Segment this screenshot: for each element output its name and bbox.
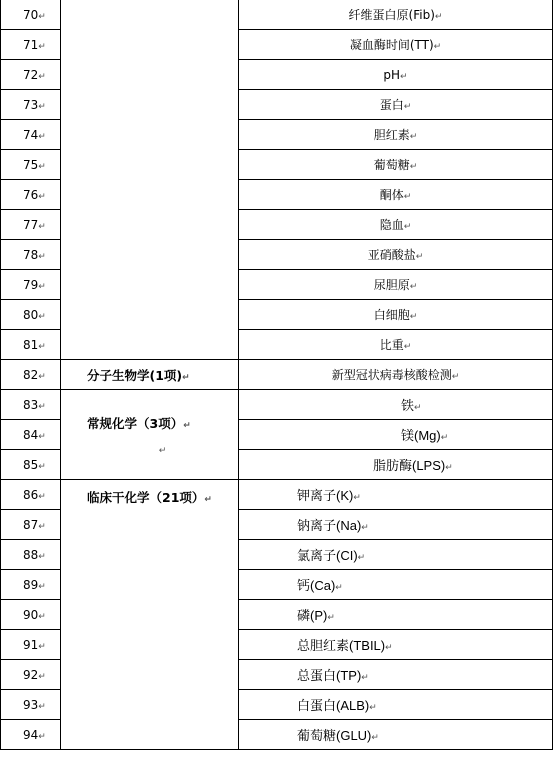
test-item: 葡萄糖(GLU)↵: [239, 720, 553, 750]
test-item: 尿胆原↵: [239, 270, 553, 300]
test-item: 凝血酶时间(TT)↵: [239, 30, 553, 60]
test-item: 新型冠状病毒核酸检测↵: [239, 360, 553, 390]
row-number: 89↵: [1, 570, 61, 600]
category-cell-empty: [61, 0, 239, 360]
row-number: 90↵: [1, 600, 61, 630]
row-number: 82↵: [1, 360, 61, 390]
test-item: 葡萄糖↵: [239, 150, 553, 180]
row-number: 72↵: [1, 60, 61, 90]
test-item: 蛋白↵: [239, 90, 553, 120]
test-item: 钠离子(Na)↵: [239, 510, 553, 540]
row-number: 94↵: [1, 720, 61, 750]
row-number: 93↵: [1, 690, 61, 720]
test-item: 总胆红素(TBIL)↵: [239, 630, 553, 660]
row-number: 76↵: [1, 180, 61, 210]
row-number: 86↵: [1, 480, 61, 510]
table-row: [1, 390, 553, 420]
row-number: 73↵: [1, 90, 61, 120]
test-item: 氯离子(CI)↵: [239, 540, 553, 570]
test-item: 纤维蛋白原(Fib)↵: [239, 0, 553, 30]
row-number: 87↵: [1, 510, 61, 540]
category-cell: 常规化学（3项）↵ ↵: [61, 390, 239, 480]
test-item: 亚硝酸盐↵: [239, 240, 553, 270]
test-item: 镁(Mg)↵: [239, 420, 553, 450]
category-cell: 分子生物学(1项)↵: [61, 360, 239, 390]
row-number: 70↵: [1, 0, 61, 30]
table-row: [1, 360, 553, 390]
test-item: 脂肪酶(LPS)↵: [239, 450, 553, 480]
table-row: [1, 0, 553, 30]
test-item: 钙(Ca)↵: [239, 570, 553, 600]
category-cell: 临床干化学（21项）↵: [61, 480, 239, 750]
test-item: 酮体↵: [239, 180, 553, 210]
row-number: 88↵: [1, 540, 61, 570]
row-number: 91↵: [1, 630, 61, 660]
row-number: 81↵: [1, 330, 61, 360]
test-item: 磷(P)↵: [239, 600, 553, 630]
row-number: 77↵: [1, 210, 61, 240]
test-item: 胆红素↵: [239, 120, 553, 150]
row-number: 74↵: [1, 120, 61, 150]
row-number: 84↵: [1, 420, 61, 450]
test-item: 比重↵: [239, 330, 553, 360]
test-item: 白细胞↵: [239, 300, 553, 330]
row-number: 85↵: [1, 450, 61, 480]
row-number: 71↵: [1, 30, 61, 60]
row-number: 83↵: [1, 390, 61, 420]
test-item: 铁↵: [239, 390, 553, 420]
row-number: 92↵: [1, 660, 61, 690]
test-item: 总蛋白(TP)↵: [239, 660, 553, 690]
row-number: 78↵: [1, 240, 61, 270]
row-number: 80↵: [1, 300, 61, 330]
table-row: [1, 480, 553, 510]
row-number: 75↵: [1, 150, 61, 180]
test-item: 钾离子(K)↵: [239, 480, 553, 510]
test-item: 白蛋白(ALB)↵: [239, 690, 553, 720]
row-number: 79↵: [1, 270, 61, 300]
test-item: 隐血↵: [239, 210, 553, 240]
test-item: pH↵: [239, 60, 553, 90]
paragraph-mark: ↵: [158, 445, 167, 456]
